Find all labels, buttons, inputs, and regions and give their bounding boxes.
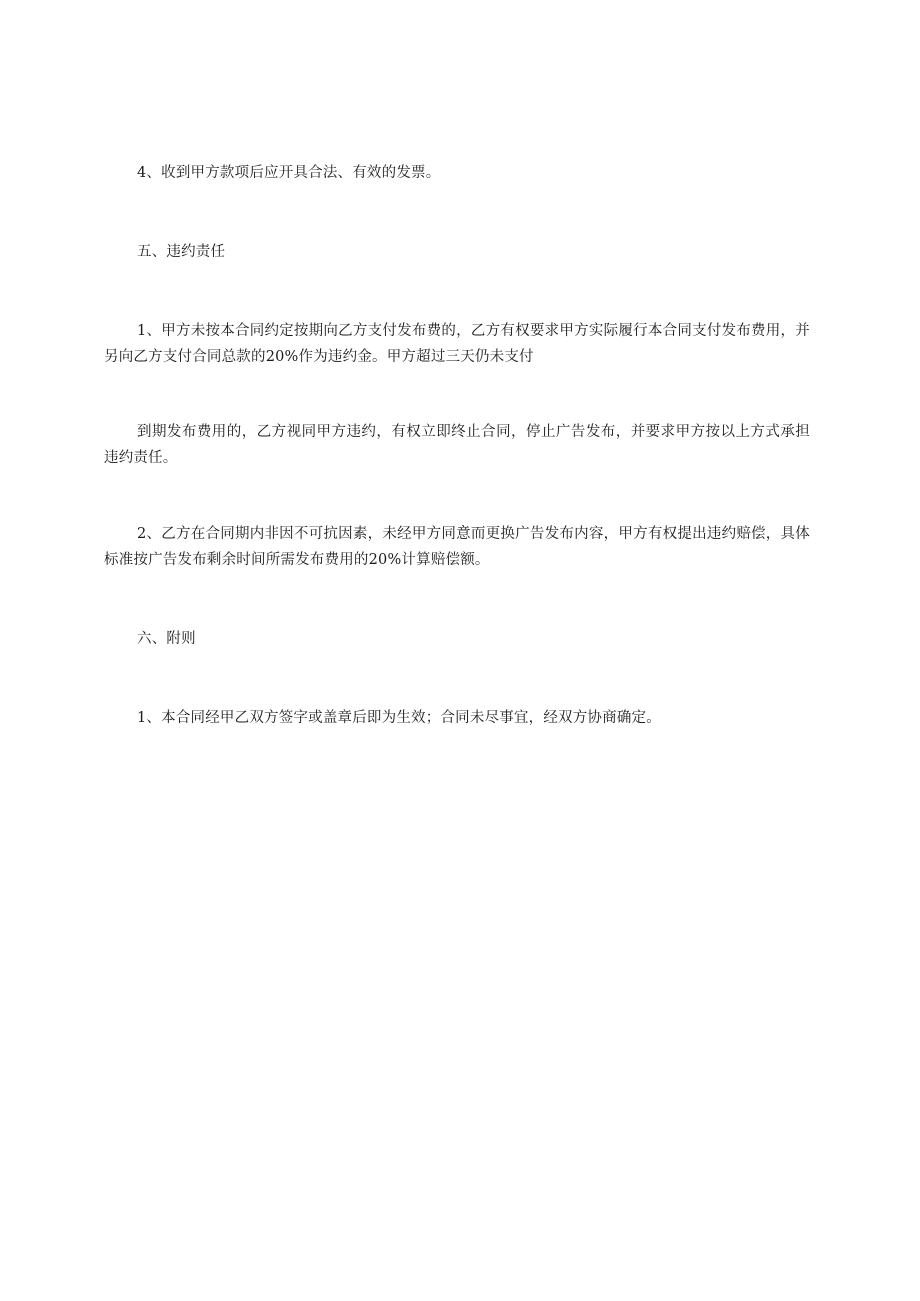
clause-4-1-paragraph: 4、收到甲方款项后应开具合法、有效的发票。 bbox=[137, 165, 441, 181]
section-5-heading: 五、违约责任 bbox=[137, 244, 226, 260]
clause-6-1-paragraph: 1、本合同经甲乙双方签字或盖章后即为生效；合同未尽事宜，经双方协商确定。 bbox=[137, 710, 661, 726]
clause-5-1b-paragraph: 到期发布费用的，乙方视同甲方违约，有权立即终止合同，停止广告发布，并要求甲方按以上方式承担违约责任。 bbox=[104, 424, 810, 466]
clause-5-2-paragraph: 2、乙方在合同期内非因不可抗因素，未经甲方同意而更换广告发布内容，甲方有权提出违约赔偿，具体标准按广告发布剩余时间所需发布费用的20%计算赔偿额。 bbox=[104, 526, 810, 568]
section-6-heading: 六、附则 bbox=[137, 631, 196, 647]
clause-5-1a-paragraph: 1、甲方未按本合同约定按期向乙方支付发布费的，乙方有权要求甲方实际履行本合同支付发布费用，并另向乙方支付合同总款的20%作为违约金。甲方超过三天仍未支付 bbox=[104, 323, 810, 365]
